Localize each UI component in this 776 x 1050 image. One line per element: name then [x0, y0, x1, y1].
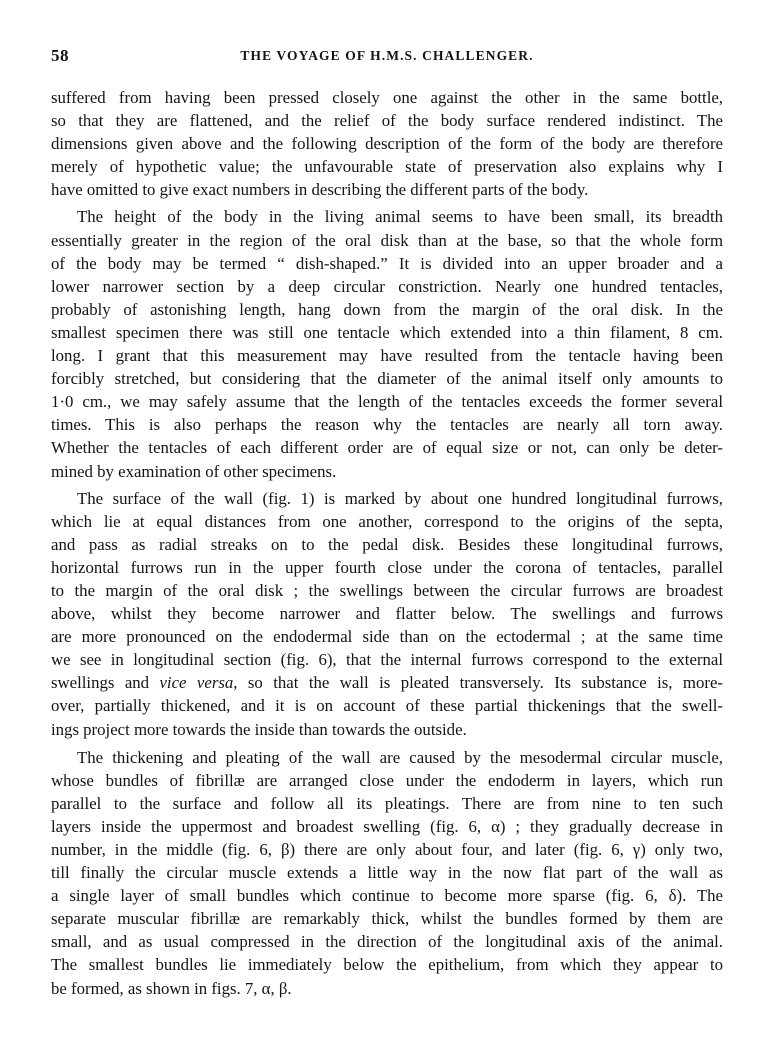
- text-line: parallel to the surface and follow all its pleatings. There are from nine to ten such: [51, 793, 723, 813]
- text-line: The height of the body in the living animal seems to have been small, its breadth: [77, 207, 723, 227]
- text-line: separate muscular fibrillæ are remarkably thick, whilst the bundles formed by them are: [51, 909, 723, 929]
- text-line: and pass as radial streaks on to the pedal disk. Besides these longitudinal furrows,: [51, 534, 723, 554]
- page-number: 58: [51, 46, 69, 65]
- body-text: [51, 86, 723, 1000]
- text-line: we see in longitudinal section (fig. 6), that the internal furrows correspond to the external: [51, 650, 723, 670]
- text-line: which lie at equal distances from one another, correspond to the origins of the septa,: [51, 511, 723, 531]
- text-line: so that they are flattened, and the relief of the body surface rendered indistinct. The: [51, 111, 723, 131]
- text-line: The surface of the wall (fig. 1) is marked by about one hundred longitudinal furrows,: [77, 488, 723, 508]
- text-line: be formed, as shown in figs. 7, α, β.: [51, 978, 292, 998]
- text-line: a single layer of small bundles which continue to become more sparse (fig. 6, δ). The: [51, 886, 723, 906]
- text-line: layers inside the uppermost and broadest swelling (fig. 6, α) ; they gradually decrease in: [51, 816, 723, 836]
- paragraph-1: [51, 86, 723, 201]
- paragraph-4: [51, 746, 723, 1000]
- text-line: above, whilst they become narrower and flatter below. The swellings and furrows: [51, 604, 723, 624]
- text-line: Whether the tentacles of each different order are of equal size or not, can only be deter-: [51, 438, 723, 458]
- text-line: The thickening and pleating of the wall are caused by the mesodermal circular muscle,: [77, 747, 723, 767]
- text-line: times. This is also perhaps the reason why the tentacles are nearly all torn away.: [51, 415, 723, 435]
- paragraph-3: [51, 487, 723, 741]
- text-line: mined by examination of other specimens.: [51, 461, 337, 481]
- text-line: of the body may be termed “ dish-shaped.” It is divided into an upper broader and a: [51, 253, 723, 273]
- text-line: The smallest bundles lie immediately below the epithelium, from which they appear to: [51, 955, 723, 975]
- text-line: dimensions given above and the following description of the form of the body are therefore: [51, 134, 723, 154]
- text-line: are more pronounced on the endodermal side than on the ectodermal ; at the same time: [51, 627, 723, 647]
- text-line: 1·0 cm., we may safely assume that the length of the tentacles exceeds the former several: [51, 392, 723, 412]
- text-line: smallest specimen there was still one tentacle which extended into a thin filament, 8 cm.: [51, 322, 723, 342]
- text-line: horizontal furrows run in the upper fourth close under the corona of tentacles, parallel: [51, 557, 723, 577]
- text-line: small, and as usual compressed in the direction of the longitudinal axis of the animal.: [51, 932, 723, 952]
- text-line: to the margin of the oral disk ; the swellings between the circular furrows are broadest: [51, 580, 723, 600]
- text-line: swellings and vice versa, so that the wall is pleated transversely. Its substance is, more-: [51, 673, 723, 693]
- text-line: probably of astonishing length, hang down from the margin of the oral disk. In the: [51, 299, 723, 319]
- running-head: [51, 46, 723, 72]
- text-line: forcibly stretched, but considering that the diameter of the animal itself only amounts to: [51, 369, 723, 389]
- text-line: over, partially thickened, and it is on account of these partial thickenings that the swell-: [51, 696, 723, 716]
- text-line: whose bundles of fibrillæ are arranged close under the endoderm in layers, which run: [51, 770, 723, 790]
- text-line: ings project more towards the inside than towards the outside.: [51, 719, 467, 739]
- text-line: long. I grant that this measurement may have resulted from the tentacle having been: [51, 346, 723, 366]
- text-line: number, in the middle (fig. 6, β) there are only about four, and later (fig. 6, γ) only two,: [51, 840, 723, 859]
- italic-phrase: vice versa: [159, 673, 234, 693]
- text-line: lower narrower section by a deep circular constriction. Nearly one hundred tentacles,: [51, 276, 723, 296]
- text-line: merely of hypothetic value; the unfavourable state of preservation also explains why I: [51, 157, 723, 177]
- paragraph-2: [51, 205, 723, 482]
- text-line: till finally the circular muscle extends a little way in the now flat part of the wall as: [51, 863, 723, 883]
- text-line: suffered from having been pressed closely one against the other in the same bottle,: [51, 88, 723, 107]
- text-line: have omitted to give exact numbers in describing the different parts of the body.: [51, 180, 589, 200]
- text-line: essentially greater in the region of the oral disk than at the base, so that the whole form: [51, 230, 723, 250]
- running-title: THE VOYAGE OF H.M.S. CHALLENGER.: [240, 48, 534, 63]
